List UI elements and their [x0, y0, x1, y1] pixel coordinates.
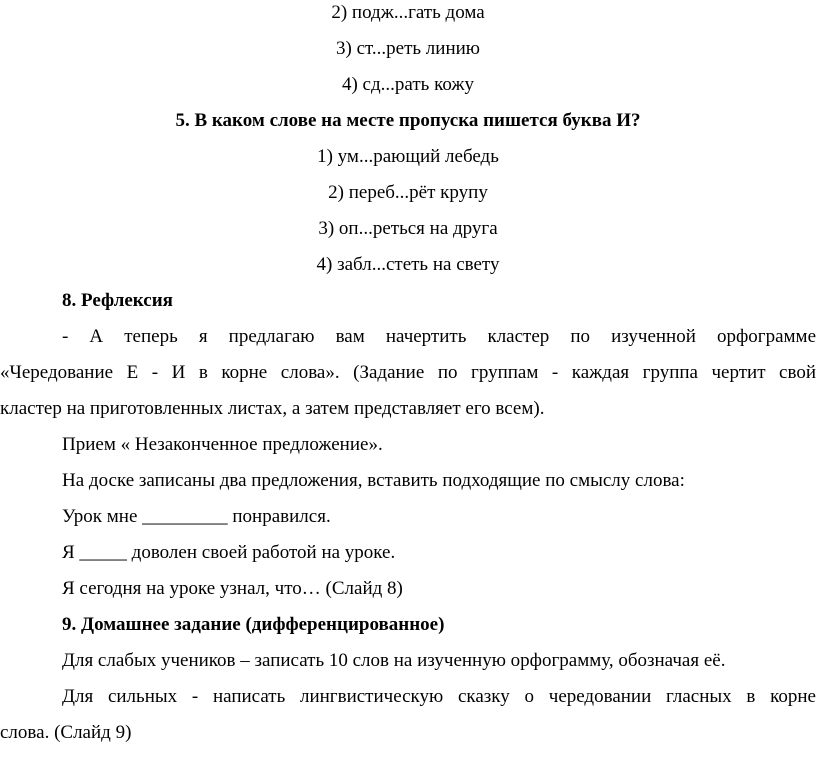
technique-line: Прием « Незаконченное предложение».	[62, 434, 383, 455]
section-9-heading: 9. Домашнее задание (дифференцированное)	[62, 614, 445, 635]
q5-option-2: 2) переб...рёт крупу	[328, 182, 488, 203]
section-8-para-line-2: «Чередование Е - И в корне слова». (Задание по группам - каждая группа чертит свой	[0, 362, 816, 383]
q5-question: 5. В каком слове на месте пропуска пишется буква И?	[175, 110, 641, 131]
q4-option-3: 3) ст...реть линию	[336, 38, 480, 59]
q4-option-4: 4) сд...рать кожу	[341, 74, 474, 95]
q4-option-2: 2) подж...гать дома	[331, 2, 485, 23]
sentence-1: Урок мне _________ понравился.	[62, 506, 331, 527]
homework-strong-line-1: Для сильных - написать лингвистическую сказку о чередовании гласных в корне	[62, 686, 816, 707]
q5-option-4: 4) забл...стеть на свету	[316, 254, 500, 275]
section-8-heading: 8. Рефлексия	[62, 290, 173, 311]
sentence-3: Я сегодня на уроке узнал, что… (Слайд 8)	[62, 578, 403, 599]
board-instruction: На доске записаны два предложения, вставить подходящие по смыслу слова:	[62, 470, 685, 491]
homework-strong-line-2: слова. (Слайд 9)	[0, 722, 132, 743]
sentence-2: Я _____ доволен своей работой на уроке.	[62, 542, 396, 563]
section-8-para-line-1: - А теперь я предлагаю вам начертить кластер по изученной орфограмме	[62, 326, 816, 347]
homework-weak: Для слабых учеников – записать 10 слов на изученную орфограмму, обозначая её.	[62, 650, 726, 671]
section-8-para-line-3: кластер на приготовленных листах, а затем представляет его всем).	[0, 398, 545, 419]
q5-option-1: 1) ум...рающий лебедь	[317, 146, 499, 167]
q5-option-3: 3) оп...реться на друга	[318, 218, 498, 239]
